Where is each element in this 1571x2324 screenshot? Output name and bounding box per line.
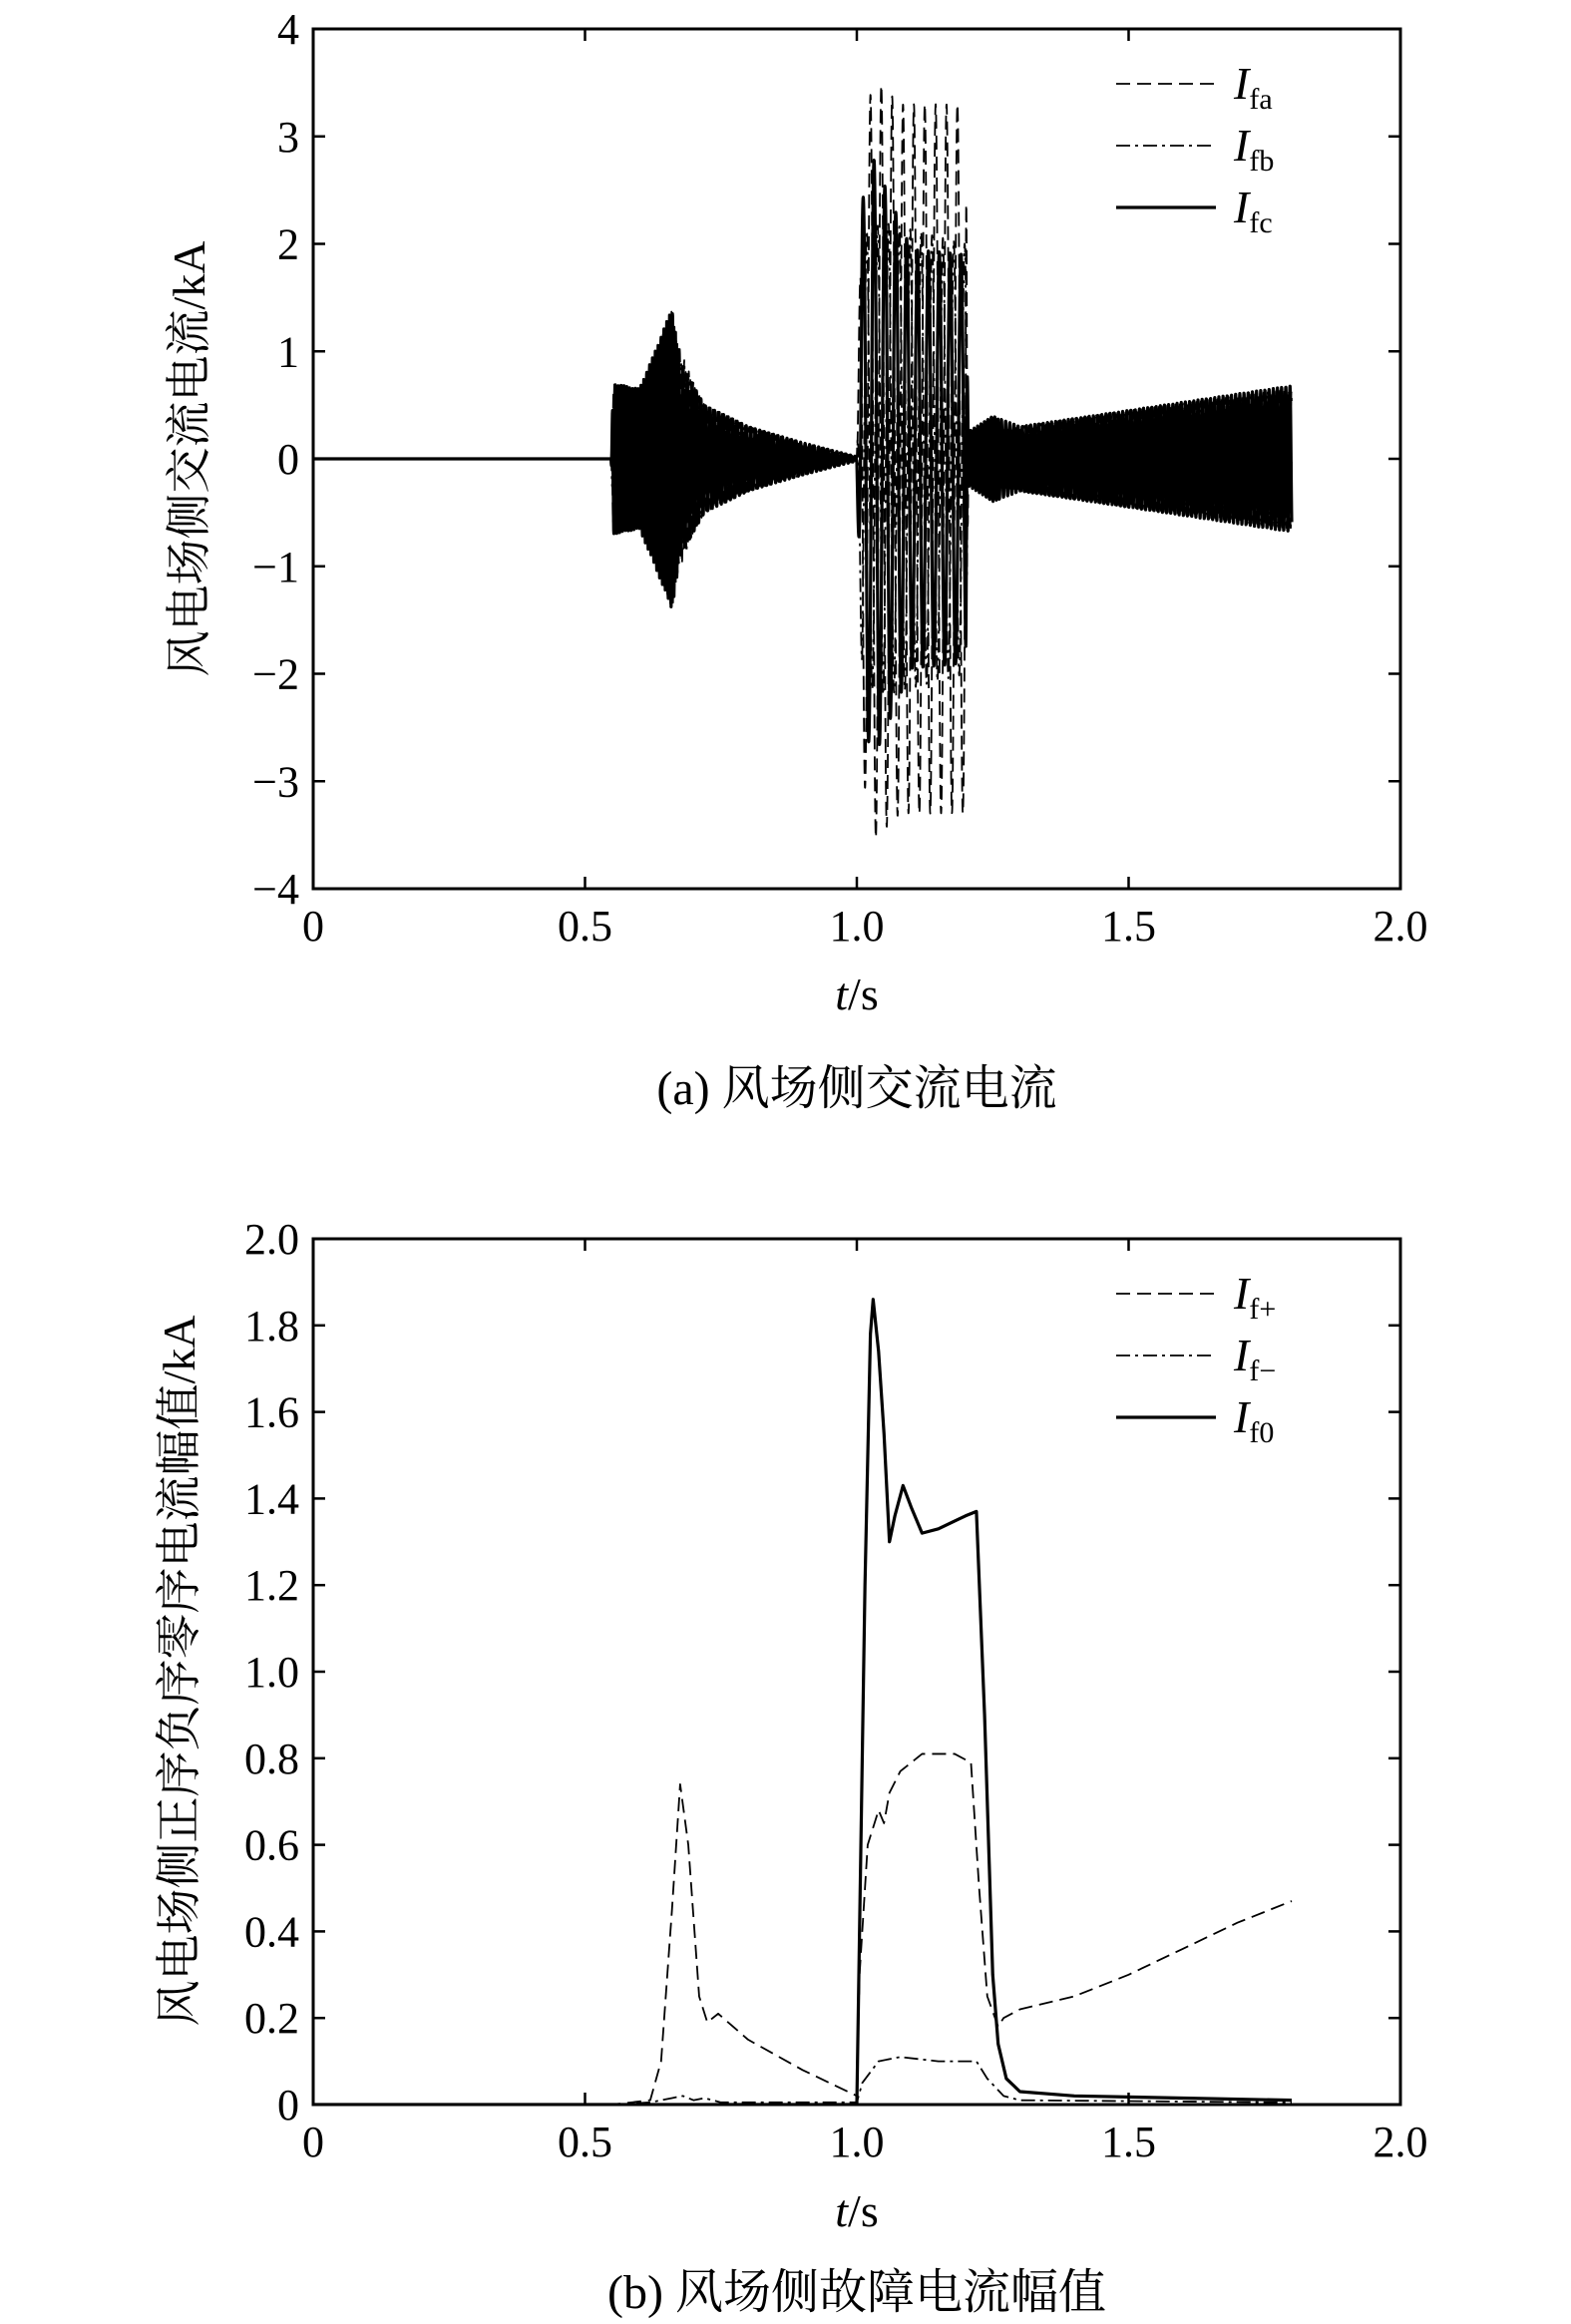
y-tick-label: 0	[277, 2081, 299, 2130]
panel-a-xlabel-unit: /s	[848, 968, 879, 1019]
x-tick-label: 0.5	[558, 2118, 612, 2166]
panel-a-xlabel	[835, 968, 878, 1019]
x-tick-label: 1.5	[1101, 902, 1156, 951]
panel-a-caption: (a) 风场侧交流电流	[656, 1062, 1057, 1115]
y-tick-label: 4	[277, 5, 299, 54]
x-tick-label: 2.0	[1373, 2118, 1428, 2166]
panel-a-legend	[1116, 58, 1274, 239]
panel-b-xlabel	[835, 2185, 878, 2236]
panel-b-caption: (b) 风场侧故障电流幅值	[607, 2266, 1106, 2319]
y-tick-label: 0.6	[244, 1820, 299, 1870]
x-tick-label: 0.5	[558, 902, 612, 951]
panel-a-ylabel: 风电场侧交流电流/kA	[164, 240, 214, 677]
legend-label-fa: $I_{fa}$	[1234, 58, 1273, 116]
x-tick-label: 0	[302, 902, 324, 951]
y-tick-label: 1.8	[244, 1301, 299, 1351]
y-tick-label: 0.4	[244, 1907, 299, 1957]
y-tick-label: 0	[277, 435, 299, 484]
x-tick-label: 1.5	[1101, 2118, 1156, 2166]
y-tick-label: 3	[277, 112, 299, 162]
legend-label-fb: $I_{fb}$	[1234, 120, 1275, 178]
legend-label-fc: $I_{fc}$	[1234, 182, 1273, 239]
panel-b-plot-lines	[313, 1300, 1292, 2105]
x-tick-label: 1.0	[829, 2118, 885, 2166]
y-tick-label: −4	[252, 865, 299, 914]
panel-b-xlabel-var: t	[835, 2185, 849, 2236]
x-tick-label: 0	[302, 2118, 324, 2166]
x-tick-label: 1.0	[829, 902, 885, 951]
series-line-f+	[313, 1753, 1292, 2105]
y-tick-label: −3	[252, 757, 299, 807]
legend-label-f−: $I_{f-}$	[1234, 1330, 1277, 1387]
y-tick-label: 2	[277, 219, 299, 269]
y-tick-label: 1.0	[244, 1648, 299, 1697]
y-tick-label: 1.6	[244, 1387, 299, 1437]
panel-b-ylabel: 风电场侧正序负序零序电流幅值/kA	[154, 1315, 204, 2027]
y-tick-label: 1.4	[244, 1474, 299, 1524]
series-line-fc	[313, 161, 1292, 745]
legend-label-f+: $I_{f+}$	[1234, 1268, 1277, 1326]
panel-a-ac-current	[164, 5, 1428, 1115]
panel-a-xlabel-var: t	[835, 968, 849, 1019]
panel-a-plot-lines	[313, 86, 1292, 838]
panel-b-legend	[1116, 1268, 1276, 1449]
y-tick-label: −2	[252, 649, 299, 699]
series-line-f0	[313, 1300, 1292, 2105]
y-tick-label: 1.2	[244, 1561, 299, 1611]
panel-b-fault-magnitude	[154, 1215, 1428, 2319]
y-tick-label: 0.2	[244, 1994, 299, 2044]
x-tick-label: 2.0	[1373, 902, 1428, 951]
y-tick-label: 2.0	[244, 1215, 299, 1264]
y-tick-label: 0.8	[244, 1734, 299, 1783]
legend-label-f0: $I_{f0}$	[1234, 1391, 1275, 1449]
y-tick-label: −1	[252, 542, 299, 591]
panel-b-xlabel-unit: /s	[848, 2185, 879, 2236]
y-tick-label: 1	[277, 327, 299, 377]
